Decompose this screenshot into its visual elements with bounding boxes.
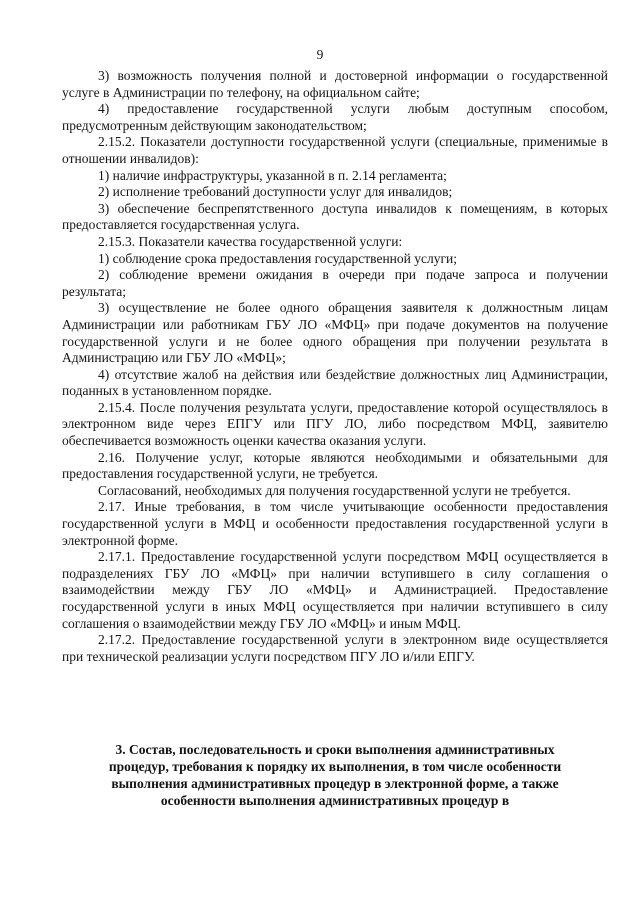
paragraph-deadline: 1) соблюдение срока предоставления государственной услуги; — [98, 250, 458, 266]
heading-line: особенности выполнения административных процедур в — [160, 793, 510, 808]
paragraph-2-16: 2.16. Получение услуг, которые являются необходимыми и обязательными для предоставления государственной услуги, не требуется. — [62, 449, 608, 482]
paragraph-2-15-2: 2.15.2. Показатели доступности государственной услуги (специальные, применимые в отношении инвалидов): — [62, 134, 608, 166]
paragraph-accessibility-requirements: 2) исполнение требований доступности услуг для инвалидов; — [98, 184, 453, 200]
section-3-heading — [62, 741, 608, 809]
paragraph-2-17: 2.17. Иные требования, в том числе учитывающие особенности предоставления государственной услуги в МФЦ и особенности предоставления государственной услуги в электронной форме. — [62, 499, 608, 548]
heading-line: 3. Состав, последовательность и сроки выполнения административных — [115, 742, 555, 757]
paragraph-any-method: 4) предоставление государственной услуги любым доступным способом, предусмотренным действующим законодательством; — [62, 101, 608, 133]
heading-line: выполнения административных процедур в электронной форме, а также — [111, 776, 559, 791]
paragraph-waiting-time: 2) соблюдение времени ожидания в очереди при подаче запроса и получении результата; — [62, 267, 608, 299]
paragraph-single-request: 3) осуществление не более одного обращения заявителя к должностным лицам Администрации или работникам ГБУ ЛО «МФЦ» при подаче документов на получение государственной услуги и не более одного обращения при получении результата в Администрацию или ГБУ ЛО «МФЦ»; — [62, 300, 608, 366]
paragraph-info-availability: 3) возможность получения полной и достоверной информации о государственной услуге в Администрации по телефону, на официальном сайте; — [62, 68, 608, 100]
paragraph-2-17-2: 2.17.2. Предоставление государственной услуги в электронном виде осуществляется при технической реализации услуги посредством ПГУ ЛО и/или ЕПГУ. — [62, 632, 608, 664]
paragraph-2-17-1: 2.17.1. Предоставление государственной услуги посредством МФЦ осуществляется в подразделениях ГБУ ЛО «МФЦ» при наличии вступившего в силу соглашения о взаимодействии между ГБУ ЛО «МФЦ» и Администрацией. Предоставление государственной услуги в иных МФЦ осуществляется при наличии вступившего в силу соглашения о взаимодействии между ГБУ ЛО «МФЦ» и иным МФЦ. — [62, 549, 608, 631]
paragraph-2-15-3: 2.15.3. Показатели качества государственной услуги: — [98, 233, 403, 249]
heading-line: процедур, требования к порядку их выполнения, в том числе особенности — [108, 759, 562, 774]
paragraph-unobstructed-access: 3) обеспечение беспрепятственного доступа инвалидов к помещениям, в которых предоставляется государственная услуга. — [62, 200, 608, 233]
document-body — [62, 68, 608, 665]
paragraph-approvals: Согласований, необходимых для получения государственной услуги не требуется. — [98, 482, 571, 498]
paragraph-2-15-4: 2.15.4. После получения результата услуги, предоставление которой осуществлялось в электронном виде через ЕПГУ или ПГУ ЛО, либо посредством МФЦ, заявителю обеспечивается возможность оценки качества оказания услуги. — [62, 399, 608, 449]
paragraph-no-complaints: 4) отсутствие жалоб на действия или бездействие должностных лиц Администрации, поданных в установленном порядке. — [62, 366, 608, 399]
paragraph-infrastructure: 1) наличие инфраструктуры, указанной в п. 2.14 регламента; — [98, 167, 447, 183]
page-number: 9 — [316, 47, 324, 62]
